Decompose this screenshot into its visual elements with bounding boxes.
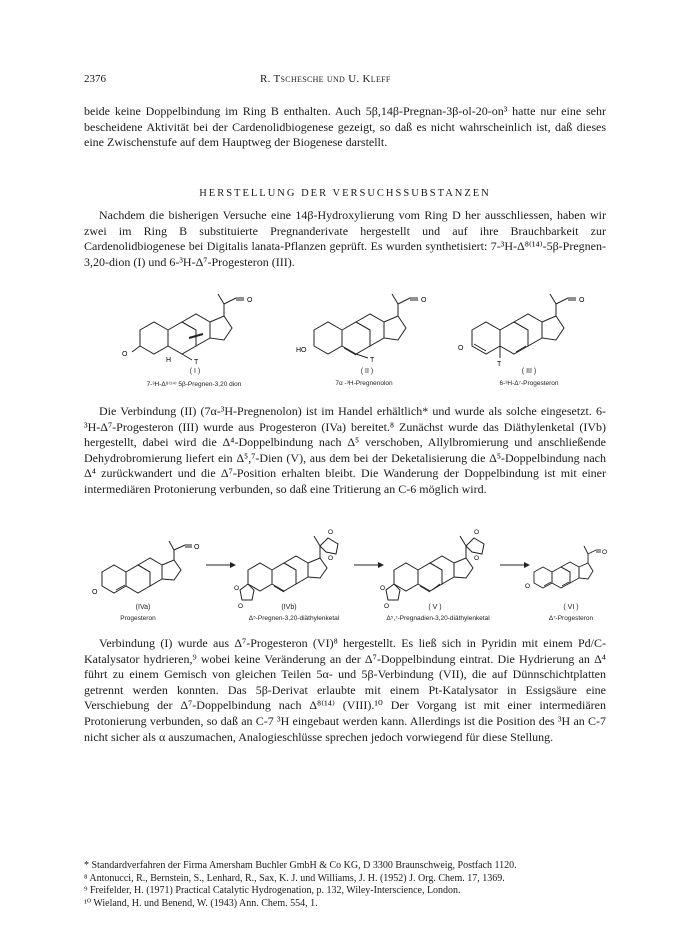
structure-I: [120, 282, 270, 372]
structure-III-number: ( III ): [521, 368, 537, 375]
label-O: O: [525, 583, 531, 590]
label-O: O: [384, 603, 390, 610]
label-O: O: [247, 297, 253, 304]
structure-IVb-caption: Δ⁵-Pregnen-3,20-diäthylenketal: [248, 615, 340, 622]
running-head: R. Tschesche und U. Kleff: [260, 73, 391, 85]
label-HO: HO: [296, 347, 307, 354]
paragraph-intro: [84, 104, 606, 151]
label-O: O: [328, 555, 334, 562]
label-H: H: [166, 357, 172, 364]
structure-II-drawing: [294, 282, 444, 372]
structure-VI-number: ( VI ): [563, 604, 579, 611]
structures-row-2: [84, 520, 606, 624]
label-O: O: [234, 585, 240, 592]
structures-row-1: [84, 282, 606, 394]
structure-IVa-number: (IVa): [135, 604, 151, 611]
page-header: [84, 73, 604, 91]
label-T: T: [194, 359, 199, 366]
paragraph-hydrogenation-text: Verbindung (I) wurde aus Δ⁷-Progesteron (VI)⁸ hergestellt. Es ließ sich in Pyridin mit einem Pd/C-Katalysator hydrieren,⁹ wobei keine Veränderung an der Δ⁷-Doppelbindung eintrat. Die Hydrierung an Δ⁴ führt zu einem Gemisch von gleichen Teilen 5α- und 5β-Verbindung (VII), die auf Dünnschichtplatten getrennt werden konnten. Das 5β-Derivat erlaubte mit einem Pt-Katalysator in Essigsäure eine Verschiebung der Δ⁷-Doppelbindung nach Δ⁸⁽¹⁴⁾ (VIII).¹⁰ Der Vorgang ist mit einer intermediären Protonierung verbunden, so daß an C-7 ³H eingebaut werden kann. Allerdings ist die Position des ³H an C-7 nicht sicher als α auszumachen, Analogieschlüsse sprechen jedoch vorwiegend für diese Stellung.: [84, 636, 606, 744]
structure-VI: [524, 528, 608, 608]
structure-II-caption: 7α -³H-Pregnenolon: [335, 380, 393, 387]
paragraph-intro-text: beide keine Doppelbindung im Ring B enthalten. Auch 5β,14β-Pregnan-3β-ol-20-on³ hatte nur eine sehr bescheidene Aktivität bei der Cardenolidbiogenese gezeigt, so daß es nicht wahrscheinlich ist, daß dieses eine Zwischenstufe auf dem Hauptweg der Biogenese darstellt.: [84, 104, 606, 150]
paragraph-preparation-text: Die Verbindung (II) (7α-³H-Pregnenolon) ist im Handel erhältlich* und wurde als solche eingesetzt. 6-³H-Δ⁷-Progesteron (III) wurde aus Progesteron (IVa) bereitet.⁸ Zunächst wurde das Diäthylenketal (IVb) hergestellt, dabei wird die Δ⁴-Doppelbindung nach Δ⁵ verschoben, Allylbromierung und anschließende Dehydrobromierung liefert ein Δ⁵,⁷-Dien (V), aus dem bei der Deketalisierung die Δ⁵-Doppelbindung nach Δ⁴ zurückwandert und die Δ⁷-Position erhalten bleibt. Die Wanderung der Doppelbindung ist mit einer intermediären Protonierung verbunden, so daß eine Tritierung an C-6 möglich wird.: [84, 404, 606, 496]
label-T: T: [497, 361, 502, 368]
structure-IVb-number: (IVb): [281, 604, 297, 611]
structure-VI-caption: Δ⁷-Progesteron: [548, 615, 594, 622]
structure-VI-drawing: [524, 528, 608, 608]
page-number: 2376: [84, 73, 106, 85]
structure-IVa: [90, 528, 210, 608]
structure-III-drawing: [452, 282, 602, 372]
label-O: O: [474, 555, 480, 562]
label-O: O: [474, 529, 480, 536]
label-O: O: [458, 345, 464, 352]
footnote: * Standardverfahren der Firma Amersham Buchler GmbH & Co KG, D 3300 Braunschweig, Postfach 1120.: [84, 860, 517, 871]
paragraph-synthesis-text: Nachdem die bisherigen Versuche eine 14β-Hydroxylierung vom Ring D her ausschliessen, haben wir zwei im Ring B substituierte Pregnanderivate hergestellt und auf ihre Brauchbarkeit zur Cardenolidbiogenese bei Digitalis lanata-Pflanzen geprüft. Es wurden synthetisiert: 7-³H-Δ⁸⁽¹⁴⁾-5β-Pregnen-3,20-dion (I) und 6-³H-Δ⁷-Progesteron (III).: [84, 208, 606, 269]
paragraph-preparation: [84, 404, 606, 498]
paragraph-synthesis: [84, 208, 606, 270]
structure-V: [378, 520, 498, 608]
structure-IVa-drawing: [90, 528, 210, 608]
structure-III: [452, 282, 602, 372]
structure-V-caption: Δ⁵,⁷-Pregnadien-3,20-diäthylenketal: [386, 615, 490, 622]
structure-I-caption: 7-³H-Δ⁸⁽¹⁴⁾ 5β-Pregnen-3,20 dion: [146, 381, 242, 388]
label-O: O: [194, 544, 200, 551]
paragraph-hydrogenation: [84, 636, 606, 745]
structure-IVb-drawing: [232, 520, 352, 608]
footnotes: [84, 860, 606, 910]
label-O: O: [421, 297, 427, 304]
label-O: O: [602, 549, 608, 556]
footnote: ⁹ Freifelder, H. (1971) Practical Catalytic Hydrogenation, p. 132, Wiley-Interscience, London.: [84, 885, 461, 896]
structure-IVa-caption: Progesteron: [120, 615, 156, 622]
label-O: O: [380, 585, 386, 592]
label-O: O: [92, 589, 98, 596]
label-O: O: [328, 529, 334, 536]
structure-II-number: ( II ): [360, 368, 374, 375]
footnote: ⁸ Antonucci, R., Bernstein, S., Lenhard, R., Sax, K. J. und Williams, J. H. (1952) J. Org. Chem. 17, 1369.: [84, 872, 505, 884]
structure-I-number: ( I ): [189, 368, 201, 375]
structure-I-drawing: [120, 282, 270, 372]
structure-III-caption: 6-³H-Δ⁷-Progesteron: [499, 380, 559, 387]
structure-IVb: [232, 520, 352, 608]
structure-V-drawing: [378, 520, 498, 608]
label-O: O: [122, 351, 128, 358]
footnote: ¹⁰ Wieland, H. und Benend, W. (1943) Ann. Chem. 554, 1.: [84, 897, 318, 909]
label-O: O: [238, 603, 244, 610]
label-T: T: [370, 357, 375, 364]
section-heading: HERSTELLUNG DER VERSUCHSSUBSTANZEN: [199, 188, 491, 199]
structure-V-number: ( V ): [428, 604, 442, 611]
structure-II: [294, 282, 444, 372]
label-O: O: [579, 297, 585, 304]
